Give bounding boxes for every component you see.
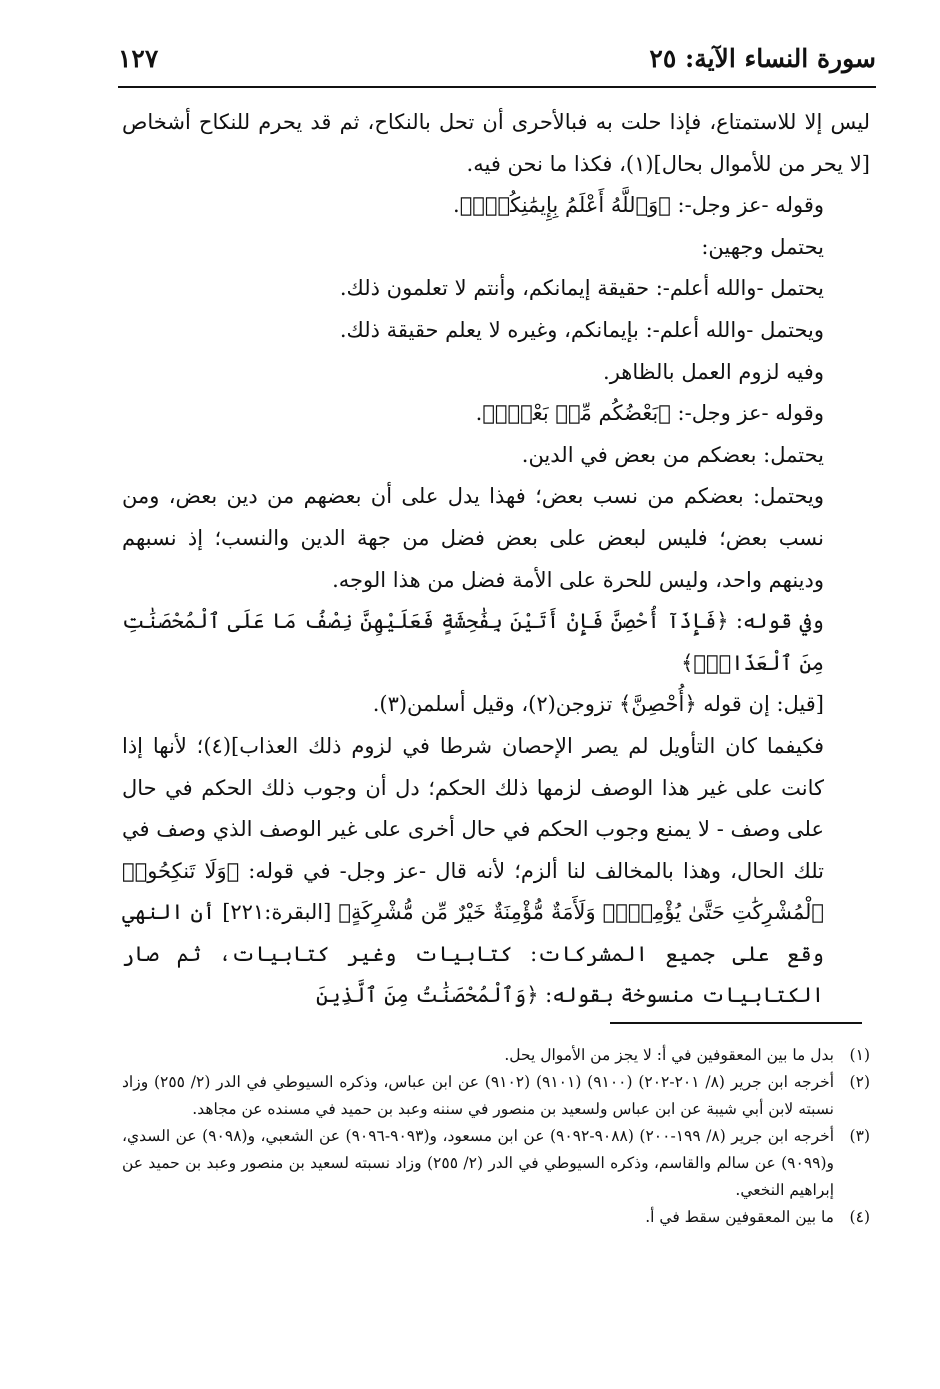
paragraph: وفي قوله: ﴿فَإِذَآ أُحْصِنَّ فَإِنْ أَتَيْنَ بِفَٰحِشَةٍ فَعَلَيْهِنَّ نِصْفُ مَا عَلَى ٱلْمُحْصَنَٰتِ مِنَ ٱلْعَذَابِۚ﴾ <box>122 609 824 675</box>
footnote <box>122 1204 870 1231</box>
footnote-number: (٢) <box>849 1073 870 1091</box>
footnote-number: (٤) <box>849 1208 870 1226</box>
main-text <box>122 102 870 1017</box>
footnote-text: ما بين المعقوفين سقط في أ. <box>645 1208 834 1226</box>
page-header <box>118 44 876 88</box>
paragraph: فكيفما كان التأويل لم يصر الإحصان شرطا في لزوم ذلك العذاب](٤)؛ لأنها إذا كانت على غير هذا الوصف لزمها ذلك الحكم؛ دل أن وجوب ذلك الحكم في حال على وصف - لا يمنع وجوب الحكم في حال أخرى على غير الوصف الذي وصف في تلك الحال، وهذا بالمخالف لنا ألزم؛ لأنه قال -عز وجل- في قوله: ﴿وَلَا تَنكِحُوا۟ ٱلْمُشْرِكَٰتِ حَتَّىٰ يُؤْمِنَّۚ وَلَأَمَةٌ مُّؤْمِنَةٌ خَيْرٌ مِّن مُّشْرِكَةٍ﴾ [البقرة:٢٢١] أن النهي وقع على جميع المشركات: كتابيات وغير كتابيات، ثم صار الكتابيات منسوخة بقوله: ﴿وَٱلْمُحْصَنَٰتُ مِنَ ٱلَّذِينَ <box>122 733 825 1008</box>
running-title: سورة النساء الآية: ٢٥ <box>649 44 876 73</box>
paragraph: يحتمل وجهين: <box>701 234 824 259</box>
paragraph: [قيل: إن قوله ﴿أُحْصِنَّ﴾ تزوجن(٢)، وقيل أسلمن(٣). <box>372 692 824 717</box>
paragraph: يحتمل -والله أعلم-: حقيقة إيمانكم، وأنتم لا تعلمون ذلك. <box>339 276 824 301</box>
footnote-text: أخرجه ابن جرير (٨/ ١٩٩-٢٠٠) (٩٠٨٨-٩٠٩٢) عن ابن مسعود، و(٩٠٩٣-٩٠٩٦) عن الشعبي، و(٩٠٩٨) عن السدي، و(٩٠٩٩) عن سالم والقاسم، وذكره السيوطي في الدر (٢/ ٢٥٥) وزاد نسبته لسعيد بن منصور وعبد بن حميد عن إبراهيم النخعي. <box>122 1127 835 1199</box>
footnote <box>122 1069 870 1123</box>
footnote-text: أخرجه ابن جرير (٨/ ٢٠١-٢٠٢) (٩١٠٠) (٩١٠١) (٩١٠٢) عن ابن عباس، وذكره السيوطي في الدر (٢/ ٢٥٥) وزاد نسبته لابن أبي شيبة عن ابن عباس ولسعيد بن منصور في سننه وعبد بن حميد في مسنده عن مجاهد. <box>122 1073 835 1118</box>
footnote <box>122 1042 870 1069</box>
paragraph: وفيه لزوم العمل بالظاهر. <box>603 359 824 384</box>
paragraph: ليس إلا للاستمتاع، فإذا حلت به فبالأحرى أن تحل بالنكاح، ثم قد يحرم للنكاح أشخاص [لا يحر من للأموال بحال](١)، فكذا ما نحن فيه. <box>122 110 870 176</box>
footnote-separator <box>610 1022 862 1024</box>
page-number: ١٢٧ <box>118 44 159 73</box>
paragraph: وقوله -عز وجل-: ﴿بَعْضُكُم مِّنۢ بَعْضٍۚ﴾. <box>475 401 824 426</box>
paragraph: ويحتمل -والله أعلم-: بإيمانكم، وغيره لا يعلم حقيقة ذلك. <box>339 317 824 342</box>
footnote-number: (١) <box>849 1046 870 1064</box>
footnote <box>122 1123 870 1204</box>
footnote-text: بدل ما بين المعقوفين في أ: لا يجز من الأموال يحل. <box>504 1046 834 1064</box>
footnote-number: (٣) <box>849 1127 870 1145</box>
paragraph: يحتمل: بعضكم من بعض في الدين. <box>521 442 824 467</box>
paragraph: وقوله -عز وجل-: ﴿وَٱللَّهُ أَعْلَمُ بِإِيمَٰنِكُمْۚ﴾. <box>453 193 824 218</box>
footnotes <box>122 1042 870 1231</box>
paragraph: ويحتمل: بعضكم من نسب بعض؛ فهذا يدل على أن بعضهم من دين بعض، ومن نسب بعض؛ فليس لبعض على بعض فضل من جهة الدين والنسب؛ إذ نسبهم ودينهم واحد، وليس للحرة على الأمة فضل من هذا الوجه. <box>122 484 825 592</box>
